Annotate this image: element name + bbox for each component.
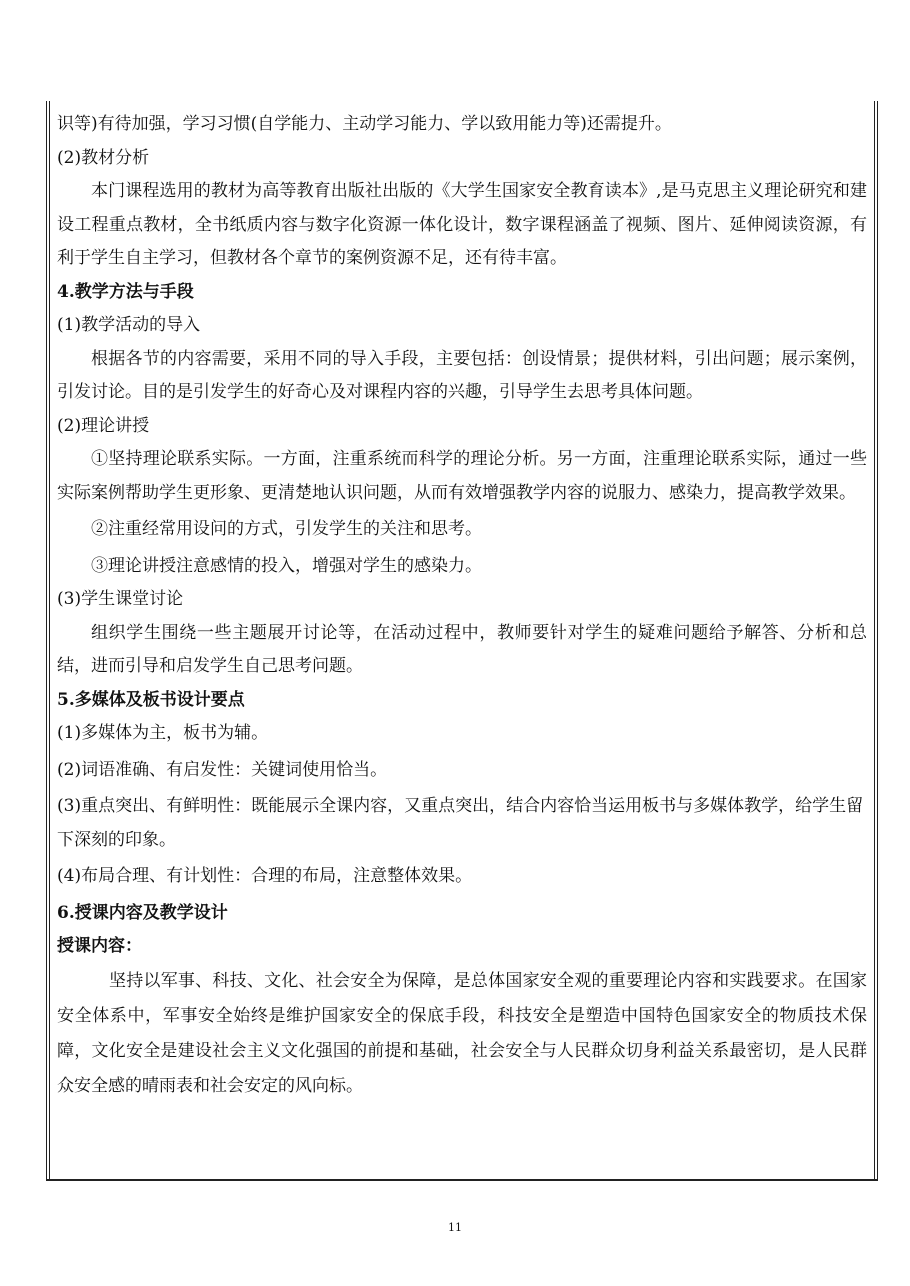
subsection-title: (1)教学活动的导入 [57,315,201,335]
paragraph: ③理论讲授注意感情的投入，增强对学生的感染力。 [91,555,482,576]
list-item: (4)布局合理、有计划性：合理的布局，注意整体效果。 [57,866,473,886]
subsection-title: (2)理论讲授 [57,415,150,436]
table-inner-left-rule [49,101,50,1179]
list-item: (2)词语准确、有启发性：关键词使用恰当。 [57,759,388,780]
document-body [57,108,867,1104]
paragraph: 根据各节的内容需要，采用不同的导入手段，主要包括：创设情景；提供材料，引出问题；展示案例，引发讨论。目的是引发学生的好奇心及对课程内容的兴趣，引导学生去思考具体问题。 [57,348,867,402]
list-item: (3)重点突出、有鲜明性：既能展示全课内容，又重点突出，结合内容恰当运用板书与多媒体教学，给学生留下深刻的印象。 [57,796,864,850]
list-item: (1)多媒体为主，板书为辅。 [57,723,269,743]
section-heading: 4.教学方法与手段 [57,281,194,302]
text-line: 识等)有待加强，学习习惯(自学能力、主动学习能力、学以致用能力等)还需提升。 [57,114,672,134]
paragraph: ①坚持理论联系实际。一方面，注重系统而科学的理论分析。另一方面，注重理论联系实际，通过一些实际案例帮助学生更形象、更清楚地认识问题，从而有效增强教学内容的说服力、感染力，提高教学效果。 [57,449,867,503]
paragraph: 本门课程选用的教材为高等教育出版社出版的《大学生国家安全教育读本》,是马克思主义理论研究和建设工程重点教材，全书纸质内容与数字化资源一体化设计，数字课程涵盖了视频、图片、延伸阅读资源，有利于学生自主学习，但教材各个章节的案例资源不足，还有待丰富。 [57,181,867,268]
section-heading: 5.多媒体及板书设计要点 [57,689,245,710]
section-heading: 6.授课内容及教学设计 [57,902,228,923]
subsection-title: (2)教材分析 [57,147,150,168]
table-inner-right-rule [874,101,875,1179]
teaching-content-paragraph: 坚持以军事、科技、文化、社会安全为保障，是总体国家安全观的重要理论内容和实践要求。在国家安全体系中，军事安全始终是维护国家安全的保底手段，科技安全是塑造中国特色国家安全的物质技术保障，文化安全是建设社会主义文化强国的前提和基础，社会安全与人民群众切身利益关系最密切，是人民群众安全感的晴雨表和社会安定的风向标。 [57,970,867,1096]
page-number: 11 [448,1221,462,1234]
subsection-title: (3)学生课堂讨论 [57,589,184,609]
paragraph: ②注重经常用设问的方式，引发学生的关注和思考。 [91,519,482,539]
paragraph: 组织学生围绕一些主题展开讨论等，在活动过程中，教师要针对学生的疑难问题给予解答、分析和总结，进而引导和启发学生自己思考问题。 [57,622,867,676]
section-label: 授课内容： [57,936,142,956]
